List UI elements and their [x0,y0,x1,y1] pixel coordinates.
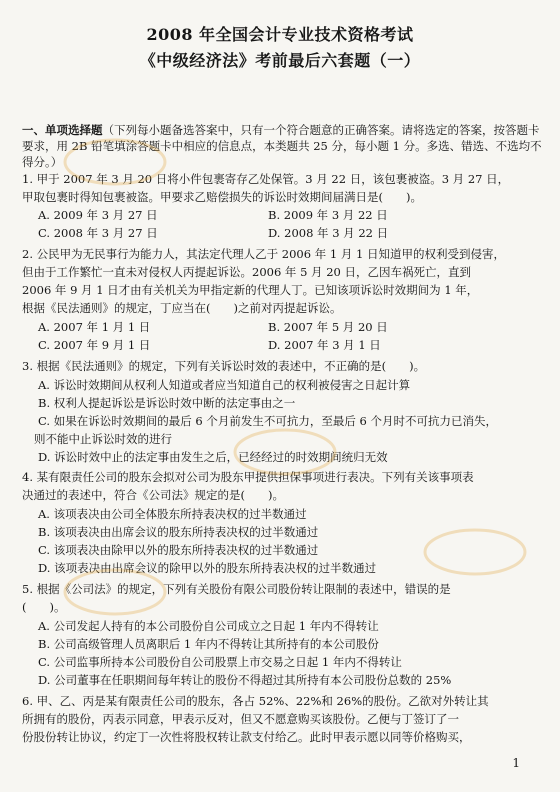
question-line: 4. 某有限责任公司的股东会拟对公司为股东甲提供担保事项进行表决。下列有关该事项表 [22,470,474,484]
option-d: D. 2007 年 3 月 1 日 [268,338,381,352]
question-line: 所拥有的股份，丙表示同意，甲表示反对，但又不愿意购买该股份。乙便与丁签订了一 [22,712,459,726]
option-a: A. 该项表决由公司全体股东所持表决权的过半数通过 [38,507,307,521]
question-line: 决通过的表述中，符合《公司法》规定的是( )。 [22,488,284,502]
option-a: A. 2009 年 3 月 27 日 [38,208,158,222]
option-c: C. 2007 年 9 月 1 日 [38,338,151,352]
option-b: B. 公司高级管理人员离职后 1 年内不得转让其所持有的本公司股份 [38,637,379,651]
question-line: 2006 年 9 月 1 日才由有关机关为甲指定新的代理人丁。已知该项诉讼时效期间为 1 年， [22,283,479,297]
question-line: 6. 甲、乙、丙是某有限责任公司的股东，各占 52%、22%和 26%的股份。乙欲对外转让其 [22,694,489,708]
option-b: B. 2007 年 5 月 20 日 [268,320,388,334]
question-3 [22,357,538,375]
question-6 [22,692,538,746]
option-c: C. 2008 年 3 月 27 日 [38,226,158,240]
option-d: D. 公司董事在任职期间每年转让的股份不得超过其所持有本公司股份总数的 25% [38,673,452,687]
question-line: 3. 根据《民法通则》的规定，下列有关诉讼时效的表述中，不正确的是( )。 [22,359,426,373]
option-c-continued: 则不能中止诉讼时效的进行 [34,432,172,446]
option-b: B. 该项表决由出席会议的股东所持表决权的过半数通过 [38,525,319,539]
option-b: B. 2009 年 3 月 22 日 [268,208,388,222]
option-a: A. 2007 年 1 月 1 日 [38,320,151,334]
question-line: 份股份转让协议，约定丁一次性将股权转让款支付给乙。此时甲表示愿以同等价格购买， [22,730,471,744]
option-d: D. 该项表决由出席会议的除甲以外的股东所持表决权的过半数通过 [38,561,377,575]
question-line: 根据《民法通则》的规定，丁应当在( )之前对丙提起诉讼。 [22,301,342,315]
question-line: 2. 公民甲为无民事行为能力人，其法定代理人乙于 2006 年 1 月 1 日知道甲的权利受到侵害， [22,247,505,261]
option-c: C. 公司监事所持本公司股份自公司股票上市交易之日起 1 年内不得转让 [38,655,402,669]
question-line: 5. 根据《公司法》的规定，下列有关股份有限公司股份转让限制的表述中，错误的是 [22,582,451,596]
option-a: A. 公司发起人持有的本公司股份自公司成立之日起 1 年内不得转让 [38,619,379,633]
option-c: C. 如果在诉讼时效期间的最后 6 个月前发生不可抗力，至最后 6 个月时不可抗力已消失， [38,414,497,428]
exam-subtitle: 《中级经济法》考前最后六套题（一） [139,51,421,70]
option-b: B. 权利人提起诉讼是诉讼时效中断的法定事由之一 [38,396,296,410]
question-2 [22,245,538,317]
question-1 [22,170,538,206]
option-a: A. 诉讼时效期间从权利人知道或者应当知道自己的权利被侵害之日起计算 [38,378,411,392]
section-heading: 一、单项选择题 [22,123,103,137]
question-line: 甲取包裹时得知包裹被盗。甲要求乙赔偿损失的诉讼时效期间届满日是( )。 [22,190,422,204]
question-line: ( )。 [22,600,66,614]
watermark-logo [420,520,540,580]
section-header [22,122,542,170]
page-number: 1 [512,756,520,770]
option-d: D. 诉讼时效中止的法定事由发生之后，已经经过的时效期间统归无效 [38,450,388,464]
option-d: D. 2008 年 3 月 22 日 [268,226,389,240]
option-c: C. 该项表决由除甲以外的股东所持表决权的过半数通过 [38,543,319,557]
section-instructions: （下列每小题备选答案中，只有一个符合题意的正确答案。请将选定的答案，按答题卡要求，用 2B 铅笔填涂答题卡中相应的信息点，本类题共 25 分，每小题 1 分。多选、错选、不选均不得分。） [22,123,542,169]
question-line: 但由于工作繁忙一直未对侵权人丙提起诉讼。2006 年 5 月 20 日，乙因车祸死亡，直到 [22,265,471,279]
exam-title: 2008 年全国会计专业技术资格考试 [146,25,414,44]
question-line: 1. 甲于 2007 年 3 月 20 日将小件包裹寄存乙处保管。3 月 22 日，该包裹被盗。3 月 27 日， [22,172,510,186]
question-4 [22,468,538,504]
question-5 [22,580,538,616]
